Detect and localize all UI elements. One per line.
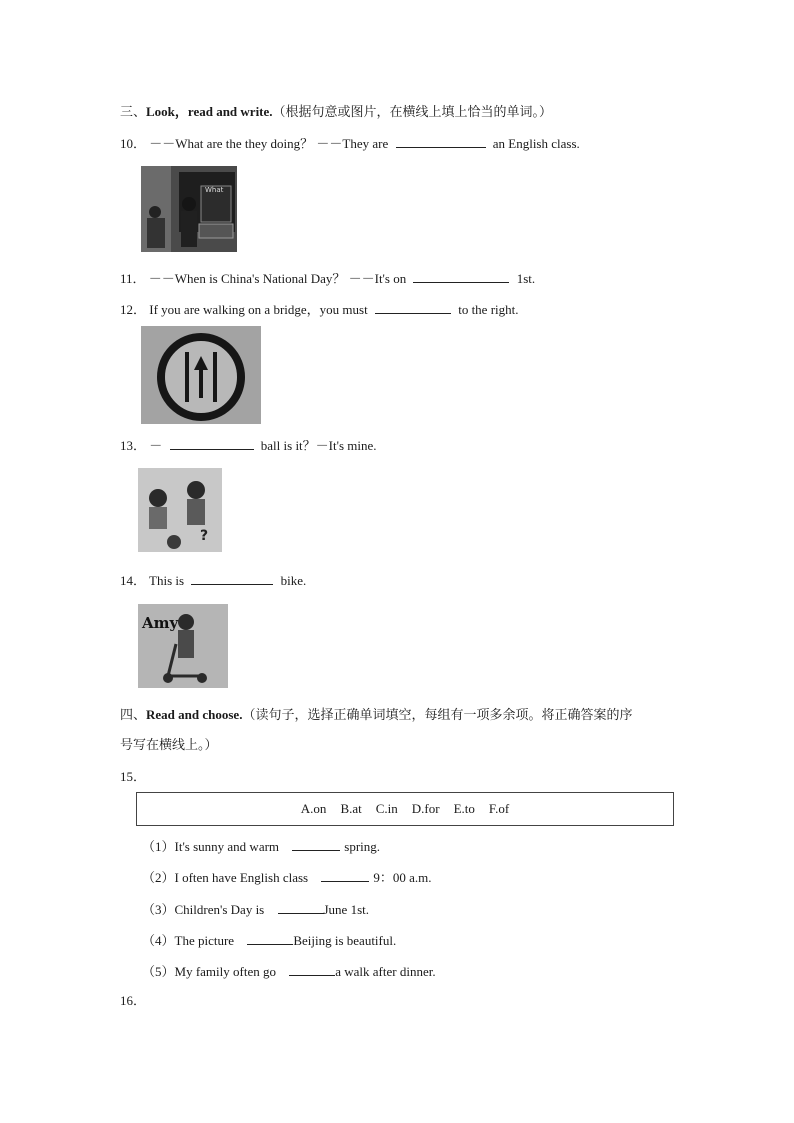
sub-text-after: Beijing is beautiful. (293, 933, 397, 948)
question-16 (120, 993, 146, 1009)
question-text-after: bike. (280, 573, 307, 588)
class-photo-image (141, 166, 237, 252)
section4-prefix: 四、 (120, 707, 147, 722)
keep-right-sign-image (141, 326, 261, 424)
svg-text:?: ? (200, 528, 209, 544)
sub-question-2 (142, 867, 431, 886)
question-text: －－When is China's National Day？ －－It's on (148, 271, 407, 286)
sub-question-3 (142, 899, 369, 918)
section4-title: Read and choose. (146, 707, 243, 722)
sub-question-5 (142, 961, 436, 980)
section4-heading (120, 707, 632, 723)
question-text-after: to the right. (458, 302, 519, 317)
question-text: If you are walking on a bridge，you must (149, 302, 368, 317)
sub-question-1 (142, 836, 380, 855)
question-number: 15． (120, 769, 147, 784)
option: E.to (453, 801, 475, 816)
section3-title: Look，read and write. (146, 104, 273, 119)
sub-text: My family often go (174, 964, 276, 979)
sub-number: （5） (142, 964, 175, 979)
question-text: － (149, 438, 163, 453)
section3-note: （根据句意或图片，在横线上填上恰当的单词。） (272, 104, 553, 119)
question-11 (120, 270, 535, 287)
question-number: 12． (120, 302, 147, 317)
question-text-after: an English class. (492, 136, 580, 151)
question-text-after: 1st. (516, 271, 536, 286)
sub-text-after: spring. (344, 839, 381, 854)
kids-ball-drawing (138, 468, 222, 552)
question-number: 13． (120, 438, 147, 453)
answer-blank[interactable] (289, 963, 335, 976)
kids-ball-image (138, 468, 222, 552)
section3-heading (120, 104, 552, 120)
question-12 (120, 301, 519, 318)
answer-blank[interactable] (278, 901, 324, 914)
answer-blank[interactable] (247, 932, 293, 945)
sub-text: The picture (174, 933, 235, 948)
image-caption: Amy (142, 614, 179, 632)
amy-bike-image (138, 604, 228, 688)
section4-note: （读句子，选择正确单词填空，每组有一项多余项。将正确答案的序 (242, 707, 633, 722)
class-photo-drawing (141, 166, 237, 252)
answer-blank[interactable] (375, 301, 451, 314)
question-number: 10． (120, 136, 147, 151)
question-number: 16． (120, 993, 147, 1008)
option: F.of (488, 801, 510, 816)
sub-text: I often have English class (174, 870, 309, 885)
answer-blank[interactable] (191, 572, 273, 585)
amy-bike-drawing (138, 604, 228, 688)
question-13 (120, 437, 377, 454)
answer-blank[interactable] (413, 270, 509, 283)
answer-blank[interactable] (321, 869, 369, 882)
answer-blank[interactable] (170, 437, 254, 450)
image-caption: What (205, 186, 224, 194)
question-text: This is (149, 573, 185, 588)
question-number: 11． (120, 271, 146, 286)
option: D.for (411, 801, 440, 816)
sub-question-4 (142, 930, 396, 949)
sub-text-after: a walk after dinner. (335, 964, 436, 979)
option: A.on (300, 801, 327, 816)
options-box (136, 792, 674, 826)
sub-number: （3） (142, 902, 175, 917)
answer-blank[interactable] (292, 838, 340, 851)
sub-number: （1） (142, 839, 175, 854)
sub-text: It's sunny and warm (174, 839, 280, 854)
question-14 (120, 572, 306, 589)
question-15 (120, 769, 146, 785)
sub-number: （4） (142, 933, 175, 948)
sub-number: （2） (142, 870, 175, 885)
sub-text-after: 9：00 a.m. (373, 870, 432, 885)
sub-text-after: June 1st. (323, 902, 369, 917)
question-10 (120, 135, 580, 152)
option: C.in (375, 801, 398, 816)
section3-prefix: 三、 (120, 104, 147, 119)
question-text-after: ball is it？－It's mine. (260, 438, 377, 453)
sub-text: Children's Day is (174, 902, 265, 917)
question-text: －－What are the they doing？ －－They are (149, 136, 389, 151)
section4-note2: 号写在横线上。） (120, 737, 218, 752)
answer-blank[interactable] (396, 135, 486, 148)
question-number: 14． (120, 573, 147, 588)
keep-right-sign-drawing (141, 326, 261, 424)
section4-heading-cont (120, 737, 218, 753)
option: B.at (340, 801, 362, 816)
